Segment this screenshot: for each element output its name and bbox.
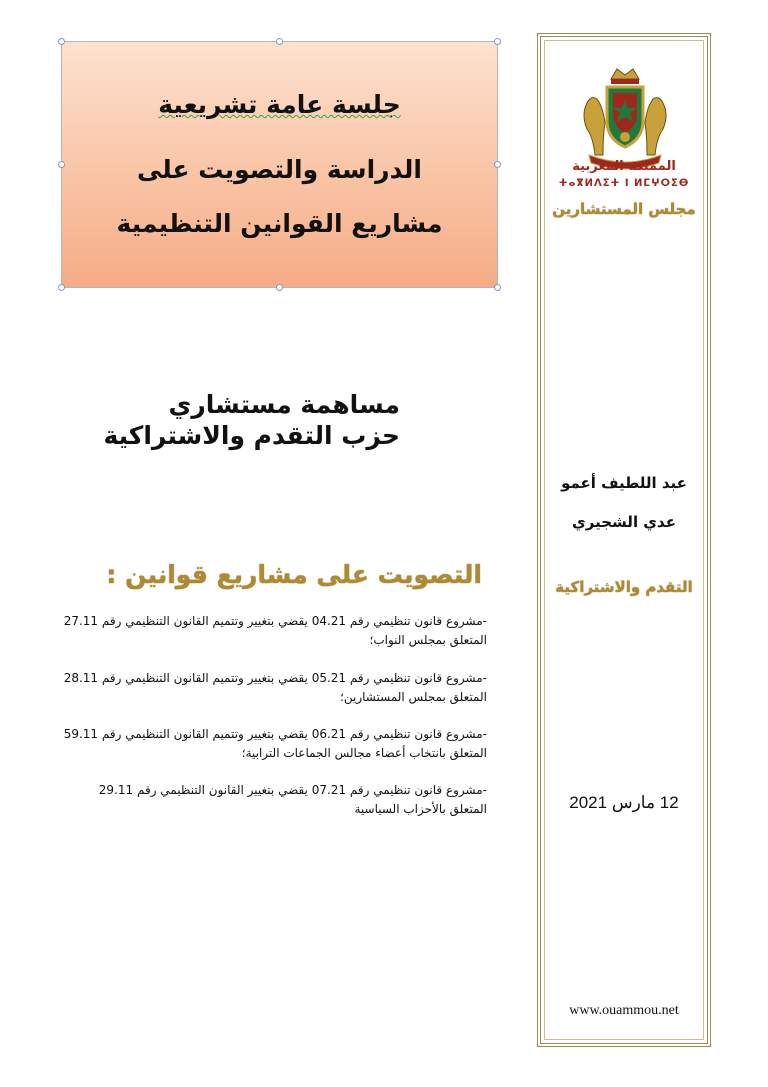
list-item-line-2: المتعلق بمجلس النواب؛ <box>369 633 487 647</box>
resize-handle-bottom-center[interactable] <box>276 284 283 291</box>
list-item-line-1: -مشروع قانون تنظيمي رقم 06.21 يقضي بتغيير وتتميم القانون التنظيمي رقم 59.11 <box>63 727 487 741</box>
resize-handle-bottom-right[interactable] <box>494 284 501 291</box>
list-item <box>50 725 487 763</box>
contribution-line-2: حزب التقدم والاشتراكية <box>103 421 400 450</box>
list-item-line-2: المتعلق بالأحزاب السياسية <box>354 802 487 816</box>
resize-handle-top-right[interactable] <box>494 38 501 45</box>
document-date: 12 مارس 2021 <box>569 793 679 812</box>
list-item <box>50 669 487 707</box>
contribution-line-1: مساهمة مستشاري <box>168 390 400 419</box>
list-item-line-1: -مشروع قانون تنظيمي رقم 05.21 يقضي بتغيير وتتميم القانون التنظيمي رقم 28.11 <box>63 671 487 685</box>
list-item-line-2: المتعلق بانتخاب أعضاء مجالس الجماعات الترابية؛ <box>241 746 487 760</box>
list-item-line-2: المتعلق بمجلس المستشارين؛ <box>340 690 487 704</box>
title-line-2: الدراسة والتصويت على <box>137 155 422 184</box>
kingdom-name: المملكة المغربية <box>572 159 676 174</box>
list-item-line-1: -مشروع قانون تنظيمي رقم 07.21 يقضي بتغيير القانون التنظيمي رقم 29.11 <box>98 783 487 797</box>
resize-handle-bottom-left[interactable] <box>58 284 65 291</box>
party-name-small: التقدم والاشتراكية <box>555 578 693 596</box>
list-item <box>50 612 487 650</box>
title-line-1: جلسة عامة تشريعية <box>158 90 401 119</box>
member-name-2: عدي الشجيري <box>572 513 676 531</box>
kingdom-name-tifinagh: ⵜⴰⴳⵍⴷⵉⵜ ⵏ ⵍⵎⵖⵔⵉⴱ <box>558 178 690 189</box>
member-name-1: عبد اللطيف أعمو <box>561 474 687 492</box>
sidebar-frame <box>537 33 711 1047</box>
title-line-3: مشاريع القوانين التنظيمية <box>116 209 443 238</box>
resize-handle-top-center[interactable] <box>276 38 283 45</box>
voting-title: التصويت على مشاريع قوانين : <box>106 560 482 589</box>
list-item-line-1: -مشروع قانون تنظيمي رقم 04.21 يقضي بتغيير وتتميم القانون التنظيمي رقم 27.11 <box>63 614 487 628</box>
coat-of-arms-icon <box>573 63 677 173</box>
council-name: مجلس المستشارين <box>552 200 696 218</box>
resize-handle-top-left[interactable] <box>58 38 65 45</box>
website-link[interactable]: www.ouammou.net <box>569 1003 679 1018</box>
list-item <box>50 781 487 819</box>
title-text-box[interactable] <box>61 41 498 288</box>
